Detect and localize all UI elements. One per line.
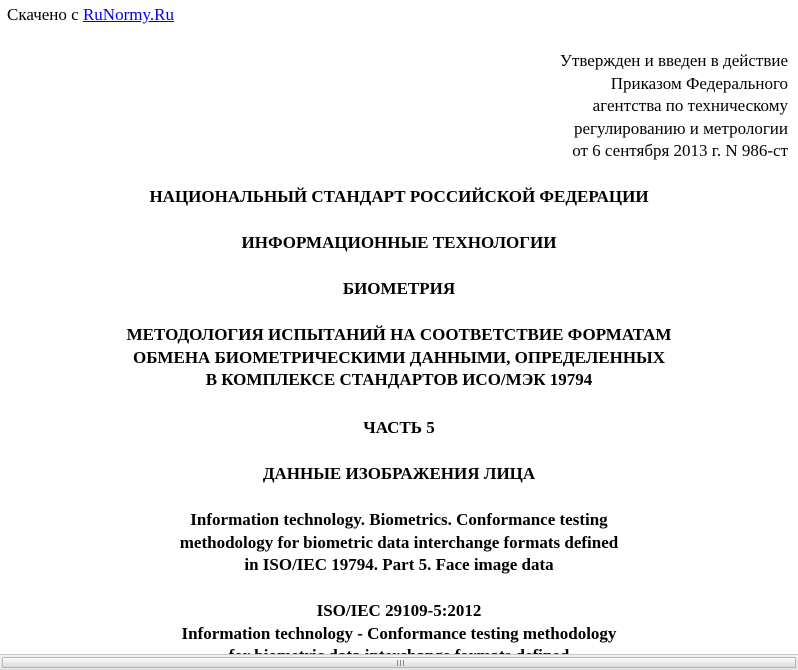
approval-line: Приказом Федерального [610,73,788,93]
horizontal-scrollbar[interactable] [0,654,798,670]
english-line: methodology for biometric data interchange formats defined [179,532,619,552]
source-prefix: Скачено с [7,5,83,24]
source-line [7,4,174,26]
biometrics-text: БИОМЕТРИЯ [342,279,456,298]
national-standard-text: НАЦИОНАЛЬНЫЙ СТАНДАРТ РОССИЙСКОЙ ФЕДЕРАЦИИ [149,187,649,206]
grip-icon [397,660,406,666]
it-title [0,232,798,255]
approval-block [560,50,788,163]
national-standard-title [0,186,798,209]
english-title [0,509,798,577]
runormy-link[interactable]: RuNormy.Ru [82,5,174,24]
iso-number: ISO/IEC 29109-5:2012 [316,601,482,620]
english-line: Information technology. Biometrics. Conformance testing [190,510,608,529]
face-data-text: ДАННЫЕ ИЗОБРАЖЕНИЯ ЛИЦА [262,464,536,483]
biometrics-title [0,278,798,301]
scrollbar-thumb[interactable] [2,657,796,668]
methodology-line: МЕТОДОЛОГИЯ ИСПЫТАНИЙ НА СООТВЕТСТВИЕ ФОРМАТАМ [126,325,672,344]
approval-line: от 6 сентября 2013 г. N 986-ст [572,141,788,161]
part-title [0,417,798,440]
methodology-title [0,324,798,392]
methodology-line: ОБМЕНА БИОМЕТРИЧЕСКИМИ ДАННЫМИ, ОПРЕДЕЛЕННЫХ [132,347,666,367]
part-text: ЧАСТЬ 5 [363,418,435,437]
methodology-line: В КОМПЛЕКСЕ СТАНДАРТОВ ИСО/МЭК 19794 [205,370,593,390]
approval-line: регулированию и метрологии [573,118,788,138]
face-data-title [0,463,798,486]
english-line: in ISO/IEC 19794. Part 5. Face image data [244,555,554,575]
approval-line: Утвержден и введен в действие [559,51,788,70]
approval-line: агентства по техническому [592,96,788,116]
iso-line: Information technology - Conformance testing methodology [181,623,617,643]
it-text: ИНФОРМАЦИОННЫЕ ТЕХНОЛОГИИ [241,233,557,252]
